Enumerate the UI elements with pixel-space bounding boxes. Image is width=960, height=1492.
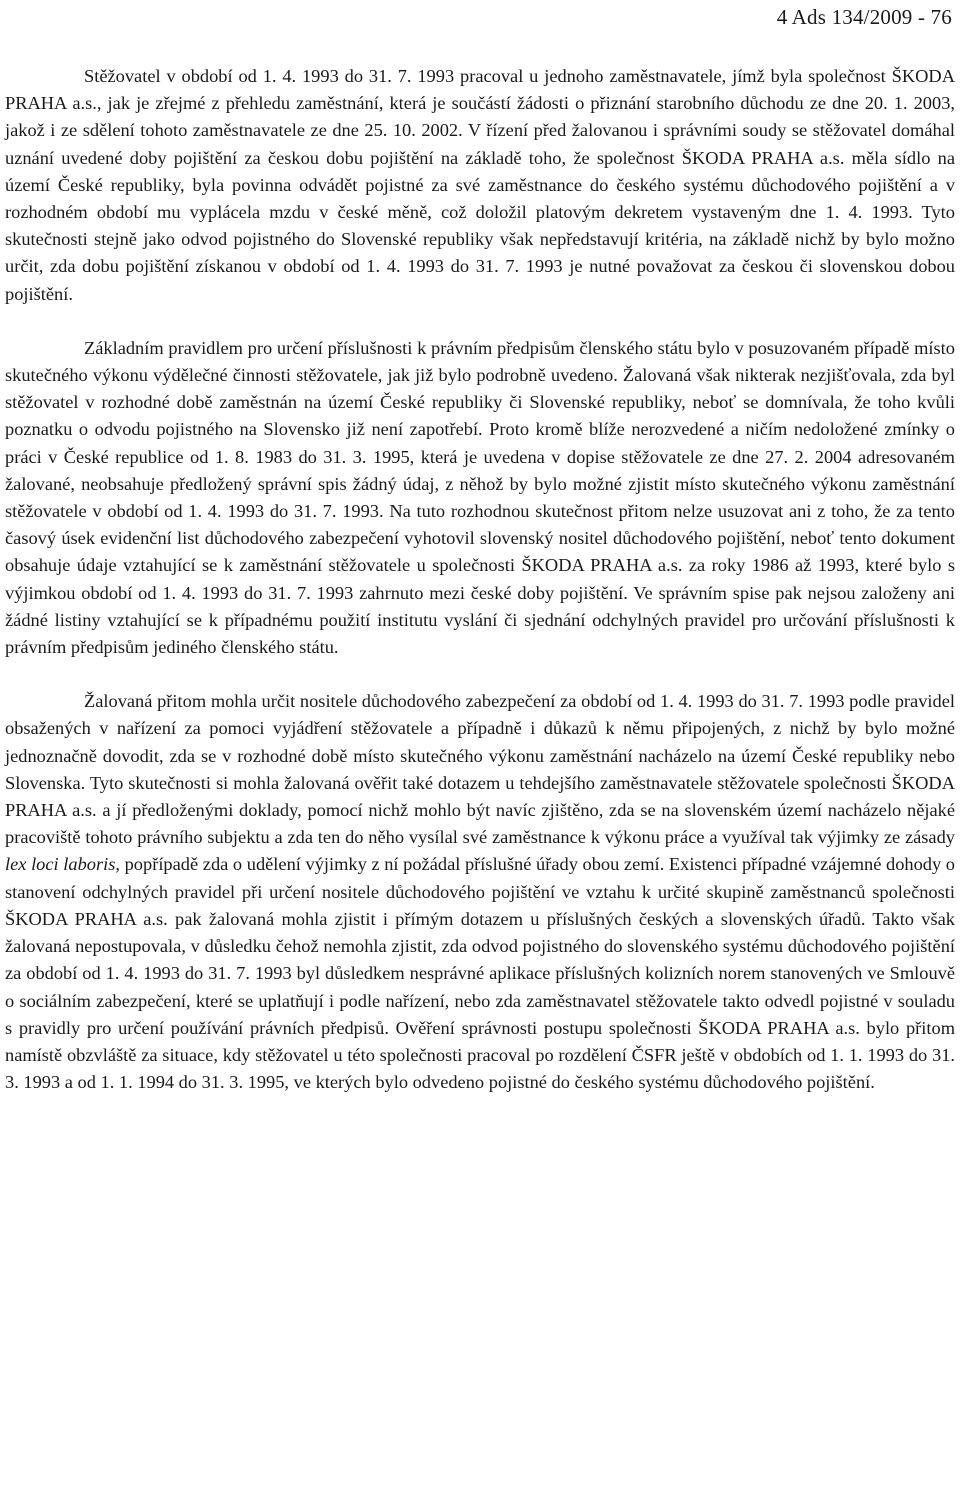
page-header-reference: 4 Ads 134/2009 - 76	[776, 5, 952, 29]
document-body	[5, 63, 955, 1096]
paragraph-jurisdiction-rule: Základním pravidlem pro určení příslušnosti k právním předpisům členského státu bylo v posuzovaném případě místo skutečného výkonu výdělečné činnosti stěžovatele, jak již bylo podrobně uvedeno. Žalovaná však nikterak nezjišťovala, zda byl stěžovatel v rozhodné době zaměstnán na území České republiky či Slovenské republiky, neboť se domnívala, že toho kvůli poznatku o odvodu pojistného na Slovensko již není zapotřebí. Proto kromě blíže nerozvedené a ničím nedoložené zmínky o práci v České republice od 1. 8. 1983 do 31. 3. 1995, která je uvedena v dopise stěžovatele ze dne 27. 2. 2004 adresovaném žalované, neobsahuje předložený správní spis žádný údaj, z něhož by bylo možné zjistit místo skutečného výkonu zaměstnání stěžovatele v období od 1. 4. 1993 do 31. 7. 1993. Na tuto rozhodnou skutečnost přitom nelze usuzovat ani z toho, že za tento časový úsek evidenční list důchodového zabezpečení vyhotovil slovenský nositel důchodového pojištění, neboť tento dokument obsahuje údaje vztahující se k zaměstnání stěžovatele u společnosti ŠKODA PRAHA a.s. za roky 1986 až 1993, které bylo s výjimkou období od 1. 4. 1993 do 31. 7. 1993 zahrnuto mezi české doby pojištění. Ve správním spise pak nejsou založeny ani žádné listiny vztahující se k případnému použití institutu vyslání či sjednání odchylných pravidel pro určování příslušnosti k právním předpisům jediného členského státu.	[5, 337, 955, 658]
paragraph-text-after-term: , popřípadě zda o udělení výjimky z ní požádal příslušné úřady obou zemí. Existenci případné vzájemné dohody o stanovení odchylných pravidel při určení nositele důchodového pojištění ve vztahu k určité skupině zaměstnanců společnosti ŠKODA PRAHA a.s. pak žalovaná mohla zjistit i přímým dotazem u příslušných českých a slovenských úřadů. Takto však žalovaná nepostupovala, v důsledku čehož nemohla zjistit, zda odvod pojistného do slovenského systému důchodového pojištění za období od 1. 4. 1993 do 31. 7. 1993 byl důsledkem nesprávné aplikace příslušných kolizních norem stanovených ve Smlouvě o sociálním zabezpečení, které se uplatňují i podle nařízení, nebo zda zaměstnavatel stěžovatele takto odvedl pojistné v souladu s pravidly pro určení používání právních předpisů. Ověření správnosti postupu společnosti ŠKODA PRAHA a.s. bylo přitom namístě obzvláště za situace, kdy stěžovatel u této společnosti pracoval po rozdělení ČSFR ještě v obdobích od 1. 1. 1993 do 31. 3. 1993 a od 1. 1. 1994 do 31. 3. 1995, ve kterých bylo odvedeno pojistné do českého systému důchodového pojištění.	[5, 854, 955, 1093]
paragraph-employment-period: Stěžovatel v období od 1. 4. 1993 do 31. 7. 1993 pracoval u jednoho zaměstnavatele, jímž byla společnost ŠKODA PRAHA a.s., jak je zřejmé z přehledu zaměstnání, která je součástí žádosti o přiznání starobního důchodu ze dne 20. 1. 2003, jakož i ze sdělení tohoto zaměstnavatele ze dne 25. 10. 2002. V řízení před žalovanou i správními soudy se stěžovatel domáhal uznání uvedené doby pojištění za českou dobu pojištění na základě toho, že společnost ŠKODA PRAHA a.s. měla sídlo na území České republiky, byla povinna odvádět pojistné za své zaměstnance do českého systému důchodového pojištění a v rozhodném období mu vyplácela mzdu v české měně, což doložil platovým dekretem vystaveným dne 1. 4. 1993. Tyto skutečnosti stejně jako odvod pojistného do Slovenské republiky však nepředstavují kritéria, na základě nichž by bylo možno určit, zda dobu pojištění získanou v období od 1. 4. 1993 do 31. 7. 1993 je nutné považovat za českou či slovenskou dobou pojištění.	[5, 66, 955, 304]
latin-term: lex loci laboris	[5, 854, 116, 875]
paragraph-defendant-options	[5, 688, 955, 1096]
paragraph-text-before-term: Žalovaná přitom mohla určit nositele důchodového zabezpečení za období od 1. 4. 1993 do 31. 7. 1993 podle pravidel obsažených v nařízení za pomoci vyjádření stěžovatele a případně i důkazů k němu připojených, z nichž by bylo možné jednoznačně dovodit, zda se v rozhodné době místo skutečného výkonu zaměstnání nacházelo na území České republiky nebo Slovenska. Tyto skutečnosti si mohla žalovaná ověřit také dotazem u tehdejšího zaměstnavatele stěžovatele společnosti ŠKODA PRAHA a.s. a jí předloženými doklady, pomocí nichž mohlo být navíc zjištěno, zda se na slovenském území nacházelo nějaké pracoviště tohoto právního subjektu a zda ten do něho vysílal své zaměstnance k výkonu práce a využíval tak výjimky ze zásady	[5, 691, 955, 848]
